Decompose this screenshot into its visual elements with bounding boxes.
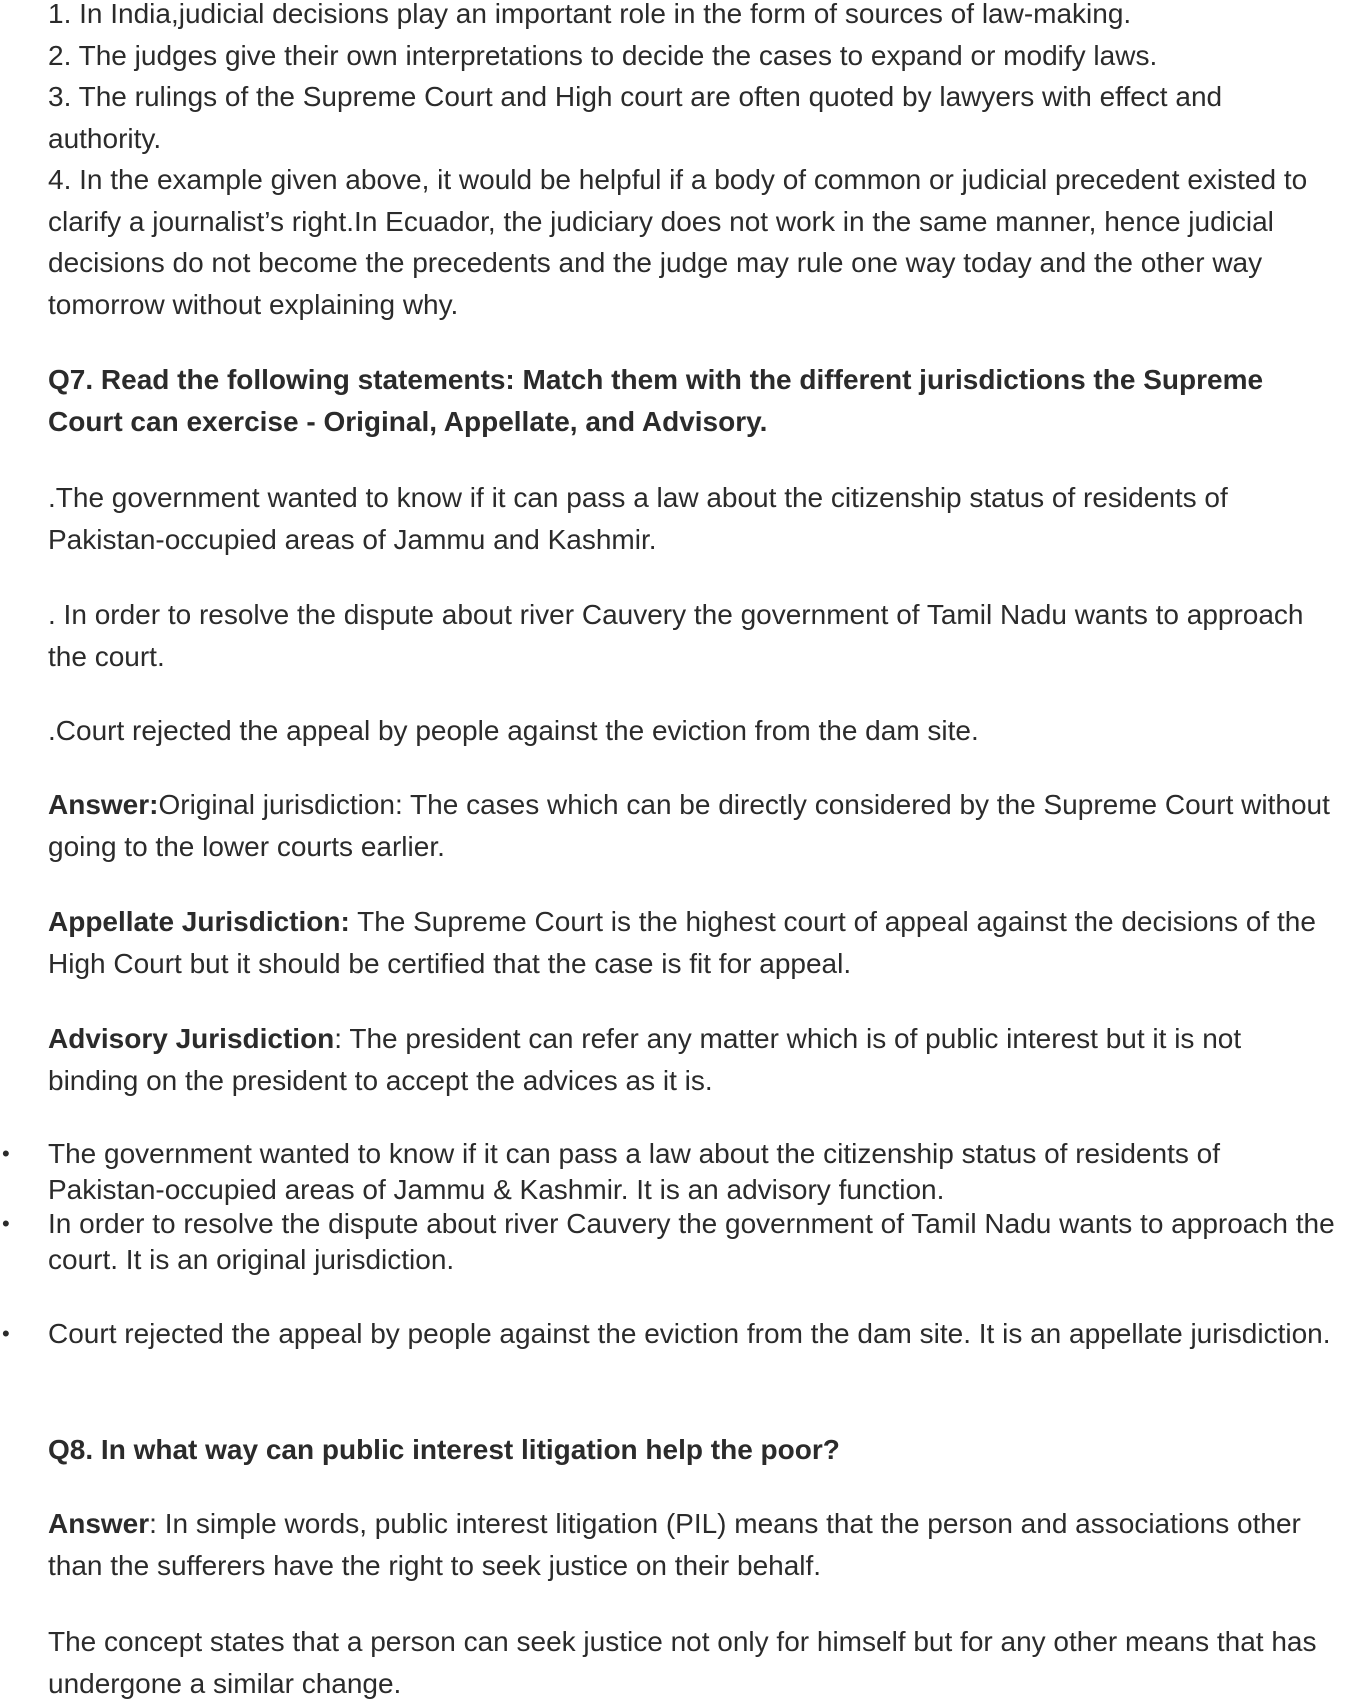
intro-point-2: 2. The judges give their own interpretations to decide the cases to expand or modify laws. xyxy=(48,39,1158,71)
q7-statement-3: .Court rejected the appeal by people against the eviction from the dam site. xyxy=(48,715,979,746)
q8-paragraph: The concept states that a person can seek justice not only for himself but for any other means that has undergone a similar change. xyxy=(48,1626,1317,1699)
intro-point-1: 1. In India,judicial decisions play an important role in the form of sources of law-making. xyxy=(48,0,1132,29)
bullet-text: Court rejected the appeal by people against the eviction from the dam site. It is an appellate jurisdiction. xyxy=(48,1318,1331,1349)
intro-point-4: 4. In the example given above, it would be helpful if a body of common or judicial precedent existed to clarify a journalist’s right.In Ecuador, the judiciary does not work in the same manner, hence judicial decisions do not become the precedents and the judge may rule one way today and the other way tomorrow without explaining why. xyxy=(48,164,1308,320)
bullet-icon: • xyxy=(2,1321,10,1346)
q8-answer-label: Answer xyxy=(48,1508,150,1539)
appellate-label: Appellate Jurisdiction: xyxy=(48,906,350,937)
intro-point-3: 3. The rulings of the Supreme Court and High court are often quoted by lawyers with effect and authority. xyxy=(48,81,1223,154)
bullet-icon: • xyxy=(2,1141,10,1166)
advisory-text: : The president can refer any matter which is of public interest but it is not binding on the president to accept the advices as it is. xyxy=(48,1023,1242,1096)
q8-answer xyxy=(48,1503,1338,1586)
q7-answer-original xyxy=(48,784,1338,867)
q7-bullet-1 xyxy=(2,1136,1338,1207)
answer-text: Original jurisdiction: The cases which can be directly considered by the Supreme Court without going to the lower courts earlier. xyxy=(48,789,1330,862)
appellate-text: The Supreme Court is the highest court of appeal against the decisions of the High Court but it should be certified that the case is fit for appeal. xyxy=(48,906,1316,979)
q7-answer-advisory xyxy=(48,1018,1338,1101)
bullet-text: In order to resolve the dispute about river Cauvery the government of Tamil Nadu wants to approach the court. It is an original jurisdiction. xyxy=(48,1208,1335,1275)
q7-heading: Q7. Read the following statements: Match them with the different jurisdictions the Supreme Court can exercise - Original, Appellate, and Advisory. xyxy=(48,364,1264,437)
bullet-icon: • xyxy=(2,1211,10,1236)
q8-heading: Q8. In what way can public interest litigation help the poor? xyxy=(48,1434,840,1465)
answer-label: Answer: xyxy=(48,789,159,820)
q7-bullet-2 xyxy=(2,1206,1338,1277)
q7-answer-appellate xyxy=(48,901,1338,984)
q8-answer-text: : In simple words, public interest litigation (PIL) means that the person and associations other than the sufferers have the right to seek justice on their behalf. xyxy=(48,1508,1301,1581)
q7-statement-2: . In order to resolve the dispute about river Cauvery the government of Tamil Nadu wants to approach the court. xyxy=(48,599,1304,672)
intro-points xyxy=(48,0,1338,325)
bullet-text: The government wanted to know if it can pass a law about the citizenship status of residents of Pakistan-occupied areas of Jammu & Kashmir. It is an advisory function. xyxy=(48,1138,1220,1205)
q7-bullet-3 xyxy=(2,1316,1338,1352)
q7-statement-1: .The government wanted to know if it can pass a law about the citizenship status of residents of Pakistan-occupied areas of Jammu and Kashmir. xyxy=(48,482,1228,555)
advisory-label: Advisory Jurisdiction xyxy=(48,1023,335,1054)
